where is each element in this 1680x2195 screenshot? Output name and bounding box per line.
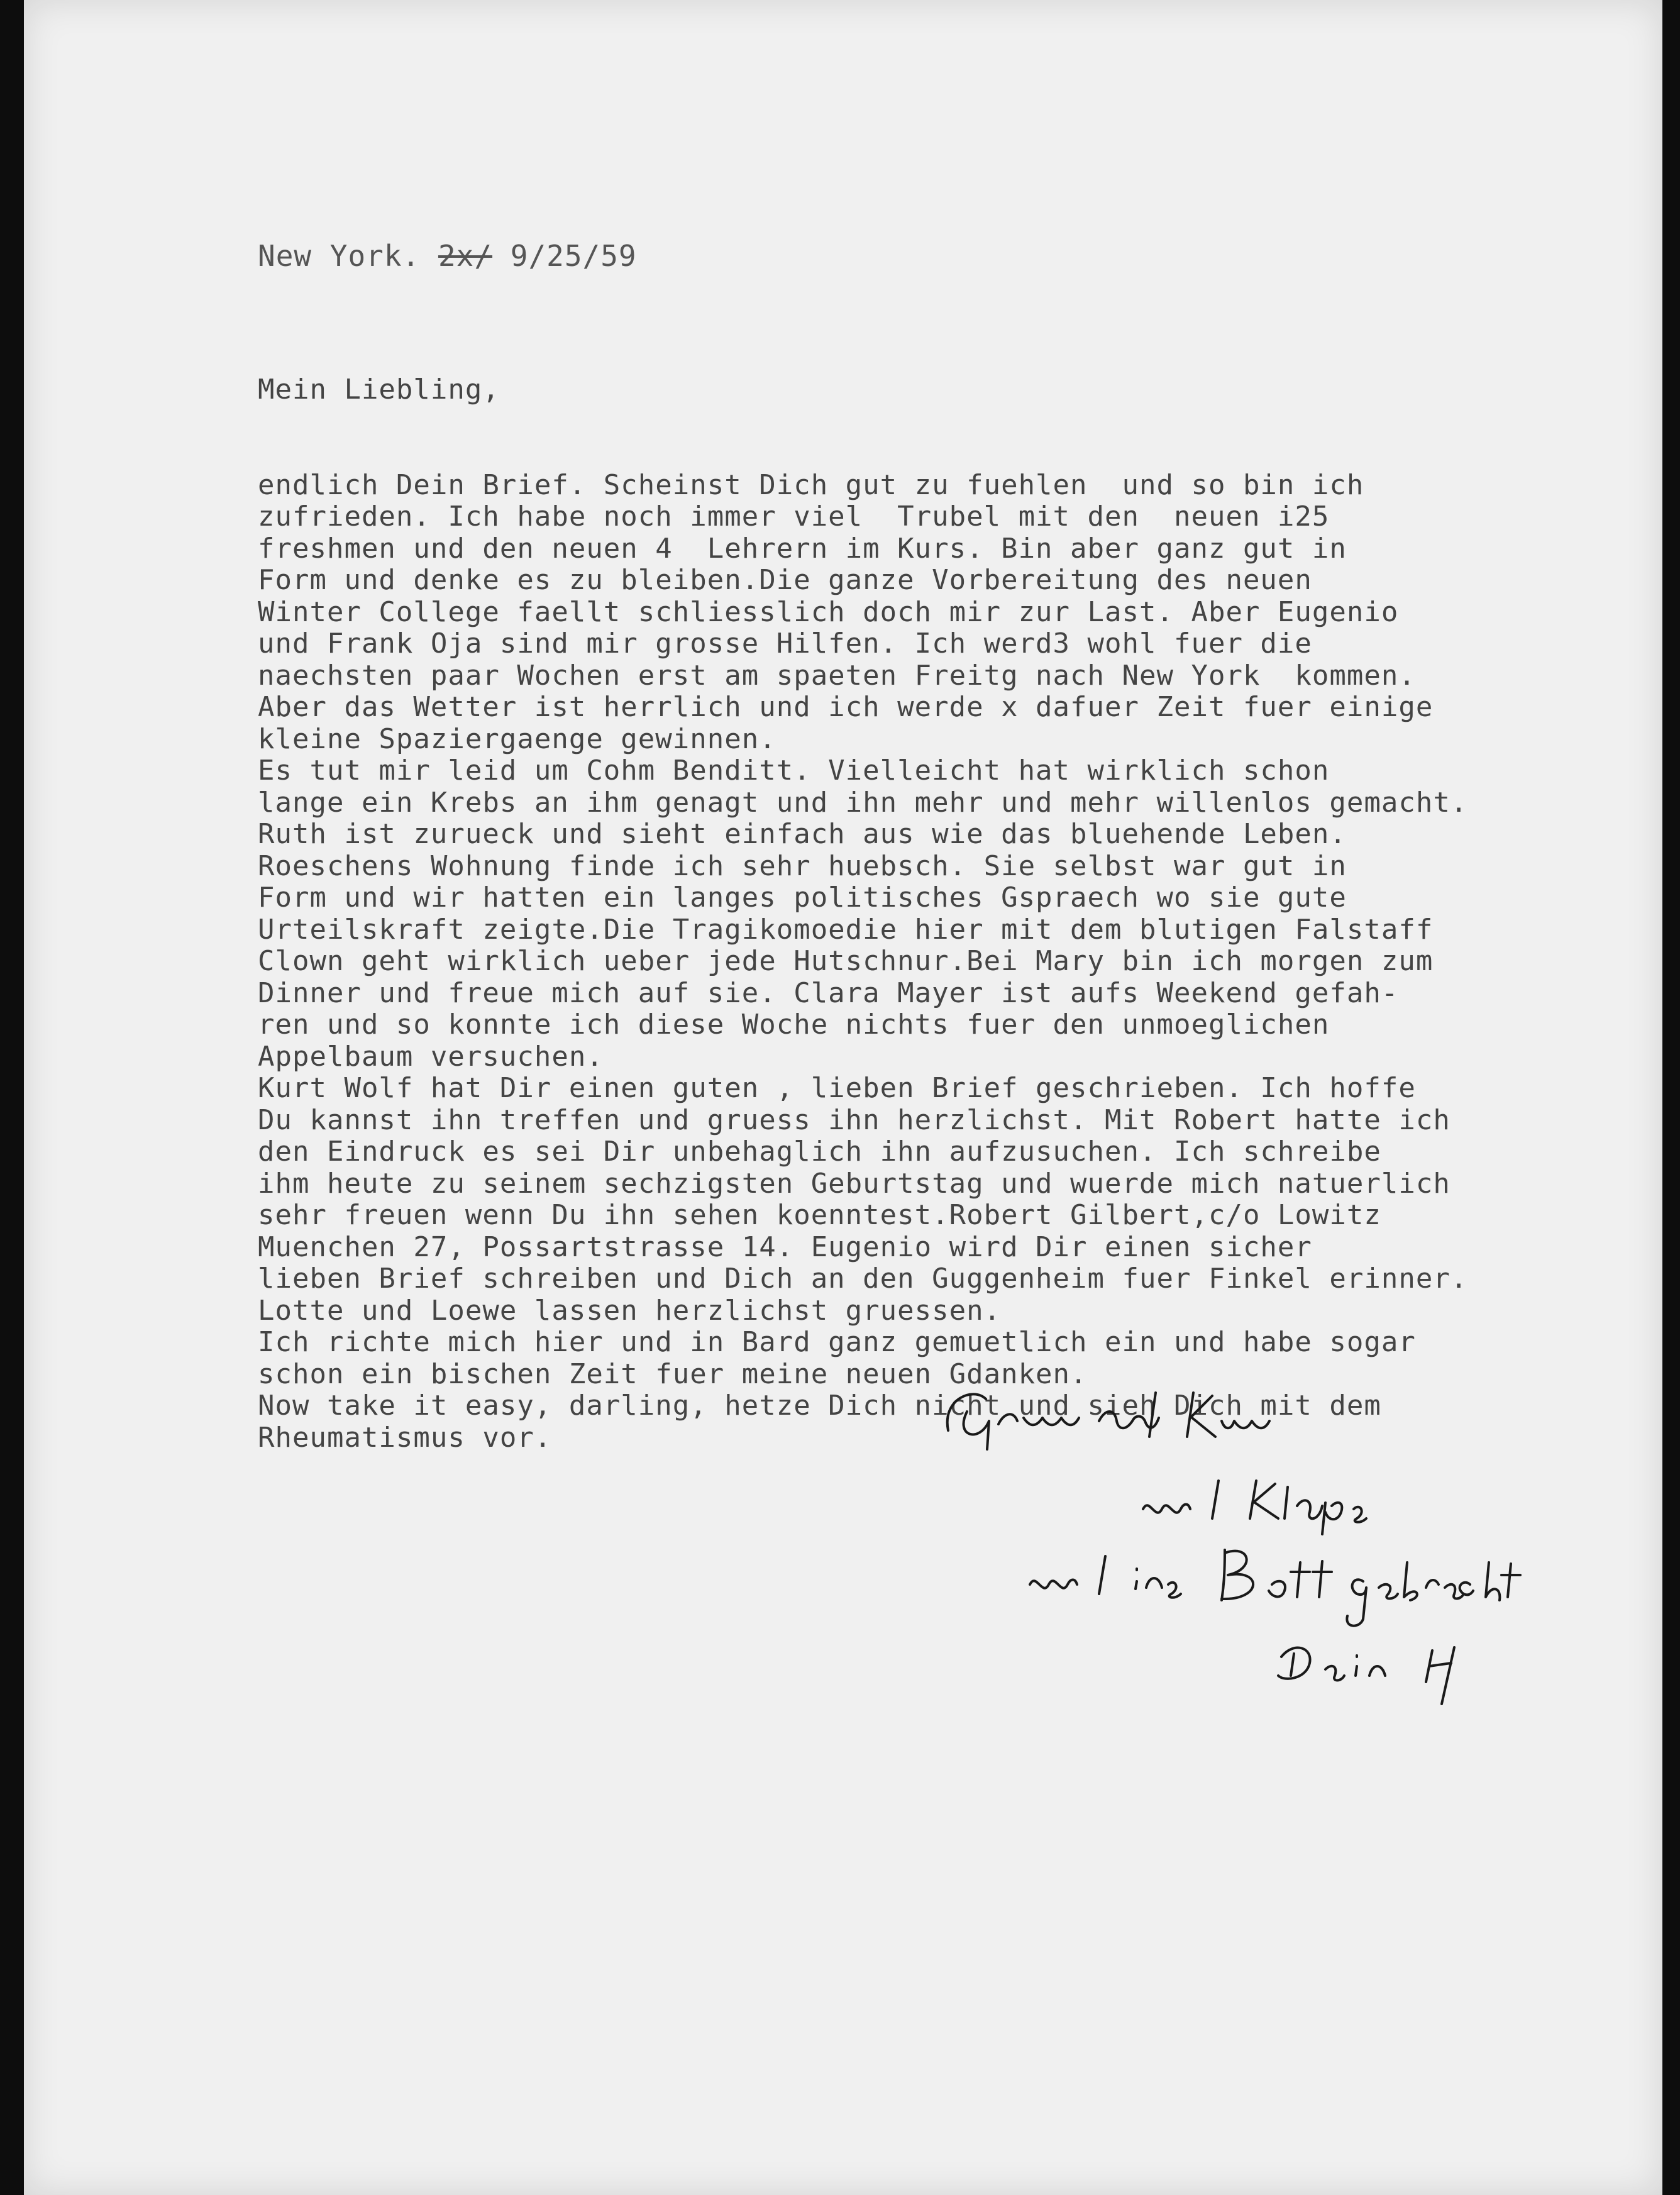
letter-line: Ruth ist zurueck und sieht einfach aus wie das bluehende Leben. [258, 818, 1347, 850]
letter-line: den Eindruck es sei Dir unbehaglich ihn aufzusuchen. Ich schreibe [258, 1136, 1381, 1168]
handwritten-closing [929, 1361, 1633, 1713]
letter-line: Clown geht wirklich ueber jede Hutschnur.Bei Mary bin ich morgen zum [258, 945, 1434, 977]
letter-line: lieben Brief schreiben und Dich an den Guggenheim fuer Finkel erinner. [258, 1263, 1468, 1295]
letter-line: Es tut mir leid um Cohm Benditt. Vielleicht hat wirklich schon [258, 755, 1330, 787]
letter-line: Kurt Wolf hat Dir einen guten , lieben Brief geschrieben. Ich hoffe [258, 1072, 1416, 1104]
letter-line: Form und wir hatten ein langes politisches Gspraech wo sie gute [258, 882, 1347, 914]
letter-line: naechsten paar Wochen erst am spaeten Freitg nach New York kommen. [258, 659, 1416, 692]
letter-line: Appelbaum versuchen. [258, 1040, 604, 1073]
date: 9/25/59 [510, 239, 637, 273]
letter-line: Aber das Wetter ist herrlich und ich werde x dafuer Zeit fuer einige [258, 691, 1434, 723]
dateline [258, 239, 637, 273]
letter-line: sehr freuen wenn Du ihn sehen koenntest.Robert Gilbert,c/o Lowitz [258, 1199, 1381, 1231]
letter-line: lange ein Krebs an ihm genagt und ihn mehr und mehr willenlos gemacht. [258, 786, 1468, 819]
letter-line: Roeschens Wohnung finde ich sehr huebsch. Sie selbst war gut in [258, 849, 1347, 882]
struck-text: 2x/ [438, 239, 493, 273]
letter-line: Dinner und freue mich auf sie. Clara Mayer ist aufs Weekend gefah- [258, 976, 1399, 1009]
letter-body [258, 311, 1467, 1454]
letter-line: Ich richte mich hier und in Bard ganz gemuetlich ein und habe sogar [258, 1326, 1416, 1358]
letter-line: ren und so konnte ich diese Woche nichts fuer den unmoeglichen [258, 1009, 1330, 1041]
letter-line: ihm heute zu seinem sechzigsten Geburtstag und wuerde mich natuerlich [258, 1167, 1451, 1200]
handwritten-closing-drawing [929, 1361, 1633, 1713]
letter-line: freshmen und den neuen 4 Lehrern im Kurs. Bin aber ganz gut in [258, 532, 1347, 565]
letter-line: und Frank Oja sind mir grosse Hilfen. Ich werd3 wohl fuer die [258, 628, 1312, 660]
letter-page [24, 0, 1662, 2195]
letter-line: zufrieden. Ich habe noch immer viel Trubel mit den neuen i25 [258, 500, 1330, 533]
letter-line: Urteilskraft zeigte.Die Tragikomoedie hier mit dem blutigen Falstaff [258, 913, 1434, 946]
place: New York. [258, 239, 421, 273]
letter-line: Winter College faellt schliesslich doch mir zur Last. Aber Eugenio [258, 595, 1399, 628]
letter-line: Now take it easy, darling, hetze Dich nicht und sieh Dich mit dem [258, 1390, 1381, 1422]
letter-line: Rheumatismus vor. [258, 1421, 552, 1454]
letter-line: Lotte und Loewe lassen herzlichst gruessen. [258, 1294, 1002, 1327]
letter-line: Muenchen 27, Possartstrasse 14. Eugenio wird Dir einen sicher [258, 1230, 1312, 1263]
letter-line: schon ein bischen Zeit fuer meine neuen Gdanken. [258, 1357, 1088, 1390]
letter-line: Du kannst ihn treffen und gruess ihn herzlichst. Mit Robert hatte ich [258, 1103, 1451, 1136]
letter-line: Form und denke es zu bleiben.Die ganze Vorbereitung des neuen [258, 564, 1312, 596]
letter-line: kleine Spaziergaenge gewinnen. [258, 722, 776, 755]
salutation: Mein Liebling, [258, 373, 500, 406]
letter-line: endlich Dein Brief. Scheinst Dich gut zu fuehlen und so bin ich [258, 468, 1364, 501]
